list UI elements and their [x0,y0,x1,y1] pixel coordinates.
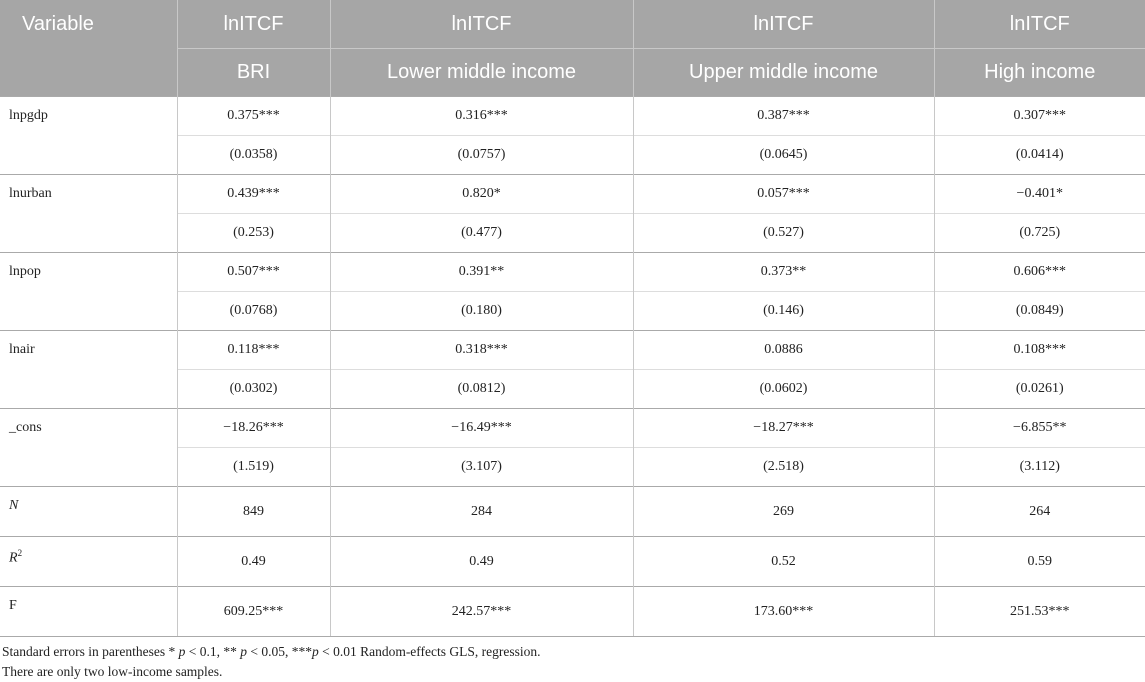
table-row [0,97,1145,136]
dep-var-header: lnITCF [633,0,934,49]
coef-cell: 0.0886 [633,331,934,370]
row-label: lnpop [0,253,177,331]
stat-cell: 173.60*** [633,587,934,637]
stat-cell: 849 [177,487,330,537]
coef-cell: 0.307*** [934,97,1145,136]
note-text: < 0.01 Random-effects GLS, regression. [318,644,541,659]
row-label-r2 [0,537,177,587]
stat-cell: 0.49 [330,537,633,587]
stat-cell: 264 [934,487,1145,537]
se-cell: (3.112) [934,448,1145,487]
p-symbol: p [240,644,247,659]
row-label-f: F [0,587,177,637]
se-cell: (0.0358) [177,136,330,175]
table-row [0,253,1145,292]
table-row [0,587,1145,637]
stat-cell: 284 [330,487,633,537]
row-label: lnair [0,331,177,409]
r2-superscript: 2 [17,548,23,558]
se-cell: (0.146) [633,292,934,331]
coef-cell: 0.391** [330,253,633,292]
coef-cell: 0.507*** [177,253,330,292]
table-row [0,487,1145,537]
se-cell: (1.519) [177,448,330,487]
se-cell: (0.0768) [177,292,330,331]
row-label: _cons [0,409,177,487]
row-label: lnurban [0,175,177,253]
se-cell: (0.0414) [934,136,1145,175]
se-cell: (0.0812) [330,370,633,409]
note-text: < 0.05, *** [246,644,312,659]
sample-header-high: High income [934,49,1145,97]
coef-cell: 0.316*** [330,97,633,136]
se-cell: (0.725) [934,214,1145,253]
se-cell: (0.0302) [177,370,330,409]
table-row [0,331,1145,370]
coef-cell: −0.401* [934,175,1145,214]
stat-cell: 0.52 [633,537,934,587]
sample-header-lower-middle: Lower middle income [330,49,633,97]
coef-cell: 0.375*** [177,97,330,136]
note-text: Standard errors in parentheses * [2,644,179,659]
se-cell: (0.0645) [633,136,934,175]
stat-cell: 269 [633,487,934,537]
sample-header-bri: BRI [177,49,330,97]
se-cell: (0.0261) [934,370,1145,409]
table-row [0,409,1145,448]
se-cell: (0.0602) [633,370,934,409]
coef-cell: 0.820* [330,175,633,214]
coef-cell: 0.057*** [633,175,934,214]
variable-header: Variable [0,0,177,97]
table-notes [0,642,1145,682]
stat-cell: 0.59 [934,537,1145,587]
se-cell: (0.180) [330,292,633,331]
dep-var-header: lnITCF [934,0,1145,49]
coef-cell: 0.118*** [177,331,330,370]
row-label-n: N [0,487,177,537]
se-cell: (3.107) [330,448,633,487]
table-row [0,537,1145,587]
se-cell: (0.0849) [934,292,1145,331]
note-line-2: There are only two low-income samples. [2,664,223,679]
se-cell: (0.477) [330,214,633,253]
se-cell: (0.0757) [330,136,633,175]
table-row [0,175,1145,214]
p-symbol: p [178,644,186,659]
p-symbol: p [311,644,319,659]
dep-var-header: lnITCF [330,0,633,49]
header-row-dependent [0,0,1145,49]
coef-cell: 0.318*** [330,331,633,370]
se-cell: (2.518) [633,448,934,487]
coef-cell: 0.387*** [633,97,934,136]
r2-symbol: R [9,550,18,566]
stat-cell: 0.49 [177,537,330,587]
stat-cell: 242.57*** [330,587,633,637]
coef-cell: 0.373** [633,253,934,292]
se-cell: (0.527) [633,214,934,253]
stat-cell: 609.25*** [177,587,330,637]
se-cell: (0.253) [177,214,330,253]
coef-cell: −18.27*** [633,409,934,448]
sample-header-upper-middle: Upper middle income [633,49,934,97]
coef-cell: 0.606*** [934,253,1145,292]
coef-cell: −6.855** [934,409,1145,448]
coef-cell: −18.26*** [177,409,330,448]
note-line-1 [2,642,1145,662]
coef-cell: −16.49*** [330,409,633,448]
coef-cell: 0.439*** [177,175,330,214]
row-label: lnpgdp [0,97,177,175]
stat-cell: 251.53*** [934,587,1145,637]
coef-cell: 0.108*** [934,331,1145,370]
dep-var-header: lnITCF [177,0,330,49]
note-text: < 0.1, ** [185,644,241,659]
